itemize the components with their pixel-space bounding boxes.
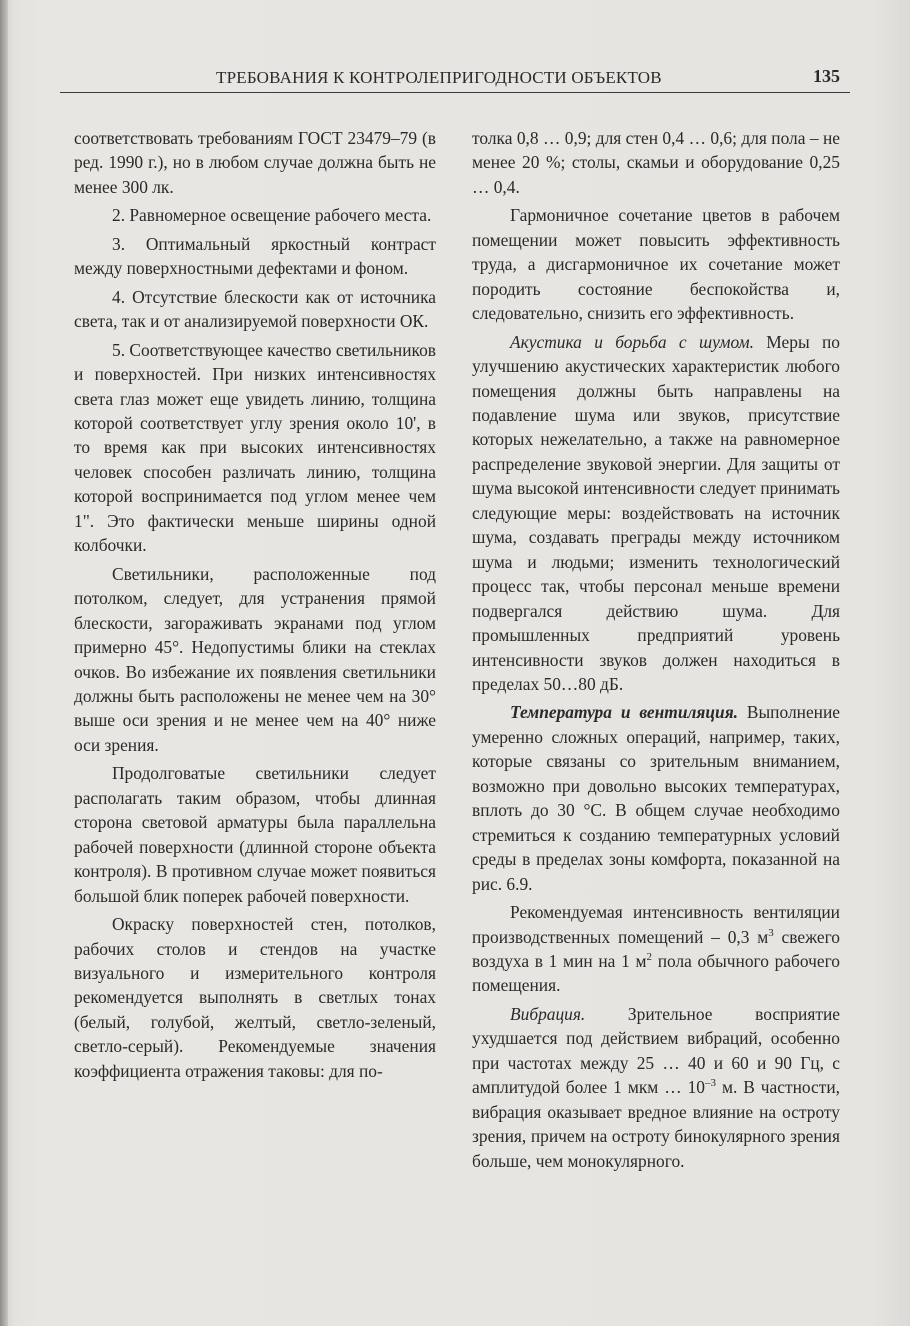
- paragraph-surface-painting: Окраску поверхностей стен, потолков, рабочих столов и стендов на участке визуального и измерительного контроля рекомендуется выполнять в светлых тонах (белый, голубой, желтый, светло-зеленый, светло-серый). Рекомендуемые значения коэффициента отражения таковы: для по-: [74, 914, 436, 1081]
- list-item-contrast: 3. Оптимальный яркостный контраст между поверхностными дефектами и фоном.: [74, 233, 436, 279]
- vibration-text-a: Зрительное восприятие ухудшается под действием вибраций, особенно при частотах между 25 … 40 и 60 и 90 Гц, с амплитудой более 1 мкм … 10: [472, 1003, 840, 1098]
- running-header: [60, 62, 850, 92]
- paragraph-elongated-luminaires: Продолговатые светильники следует располагать таким образом, чтобы длинная сторона световой арматуры была параллельна рабочей поверхности (длинной стороне объекта контроля). В противном случае может появиться большой блик поперек рабочей поверхности.: [74, 763, 436, 906]
- paragraph-gost-continuation: соответствовать требованиям ГОСТ 23479–79 (в ред. 1990 г.), но в любом случае должна быть не менее 300 лк.: [74, 128, 436, 197]
- ventilation-text-c: пола обычного рабочего помещения.: [472, 950, 840, 996]
- book-spine-shadow: [0, 0, 8, 1326]
- paragraph-acoustics: [472, 330, 840, 697]
- ventilation-text-a: Рекомендуемая интенсивность вентиляции производственных помещений – 0,3 м: [472, 902, 840, 947]
- acoustics-text: Меры по улучшению акустических характеристик любого помещения должны быть направлены на подавление шума или звуков, присутствие которых нежелательно, а также на равномерное распределение звуковой энергии. Для защиты от шума высокой интенсивности следует принимать следующие меры: воздействовать на источник шума, создавать преграды между источником шума и людьми; изменить технологический процесс так, чтобы персонал меньше времени подвергался действию шума. Для промышленных предприятий уровень интенсивности звуков должен находиться в пределах 50…80 дБ.: [472, 331, 841, 694]
- running-header-title: ТРЕБОВАНИЯ К КОНТРОЛЕПРИГОДНОСТИ ОБЪЕКТОВ: [216, 68, 662, 87]
- paragraph-reflection-values: толка 0,8 … 0,9; для стен 0,4 … 0,6; для пола – не менее 20 %; столы, скамьи и оборудование 0,25 … 0,4.: [472, 128, 840, 197]
- temperature-text: Выполнение умеренно сложных операций, например, таких, которые связаны со зрительным вниманием, возможно при довольно высоких температурах, вплоть до 30 °С. В общем случае необходимо стремиться к созданию температурных условий среды в пределах зоны комфорта, показанной на рис. 6.9.: [472, 702, 840, 894]
- paragraph-ventilation: [472, 900, 840, 998]
- vibration-text-b: м. В частности, вибрация оказывает вредное влияние на остроту зрения, причем на остроту бинокулярного зрения больше, чем монокулярного.: [472, 1077, 840, 1171]
- heading-acoustics: Акустика и борьба с шумом.: [510, 331, 754, 352]
- paragraph-vibration: [472, 1002, 840, 1173]
- left-column: [74, 126, 436, 1083]
- page-number: 135: [813, 66, 840, 86]
- vibration-sup-exponent: –3: [704, 1077, 716, 1090]
- ventilation-sup-square: 2: [646, 951, 652, 964]
- header-rule: [60, 92, 850, 93]
- list-item-luminaire-quality: 5. Соответствующее качество светильников и поверхностей. При низких интенсивностях света глаз может еще увидеть линию, толщина которой соответствует углу зрения около 10', в то время как при высоких интенсивностях человек способен различать линию, толщина которой воспринимается под углом менее чем 1". Это фактически меньше ширины одной колбочки.: [74, 339, 436, 556]
- ventilation-sup-cubic: 3: [768, 926, 774, 939]
- list-item-uniform-lighting: 2. Равномерное освещение рабочего места.: [112, 205, 432, 226]
- paragraph-color-harmony: Гармоничное сочетание цветов в рабочем помещении может повысить эффективность труда, а дисгармоничное их сочетание может породить состояние беспокойства и, следовательно, снизить его эффективность.: [472, 205, 840, 324]
- heading-vibration: Вибрация.: [510, 1003, 586, 1024]
- paragraph-temperature: [472, 700, 840, 896]
- ventilation-text-b: свежего воздуха в 1 мин на 1 м: [472, 926, 841, 971]
- heading-temperature: Температура и вентиляция.: [510, 702, 739, 723]
- right-column: [472, 126, 840, 1173]
- list-item-no-glare: 4. Отсутствие блескости как от источника света, так и от анализируемой поверхности ОК.: [74, 286, 436, 332]
- paragraph-ceiling-luminaires: Светильники, расположенные под потолком, следует, для устранения прямой блескости, загораживать экранами под углом примерно 45°. Недопустимы блики на стеклах очков. Во избежание их появления светильники должны быть расположены не менее чем на 30° выше оси зрения и не менее чем на 40° ниже оси зрения.: [74, 563, 436, 755]
